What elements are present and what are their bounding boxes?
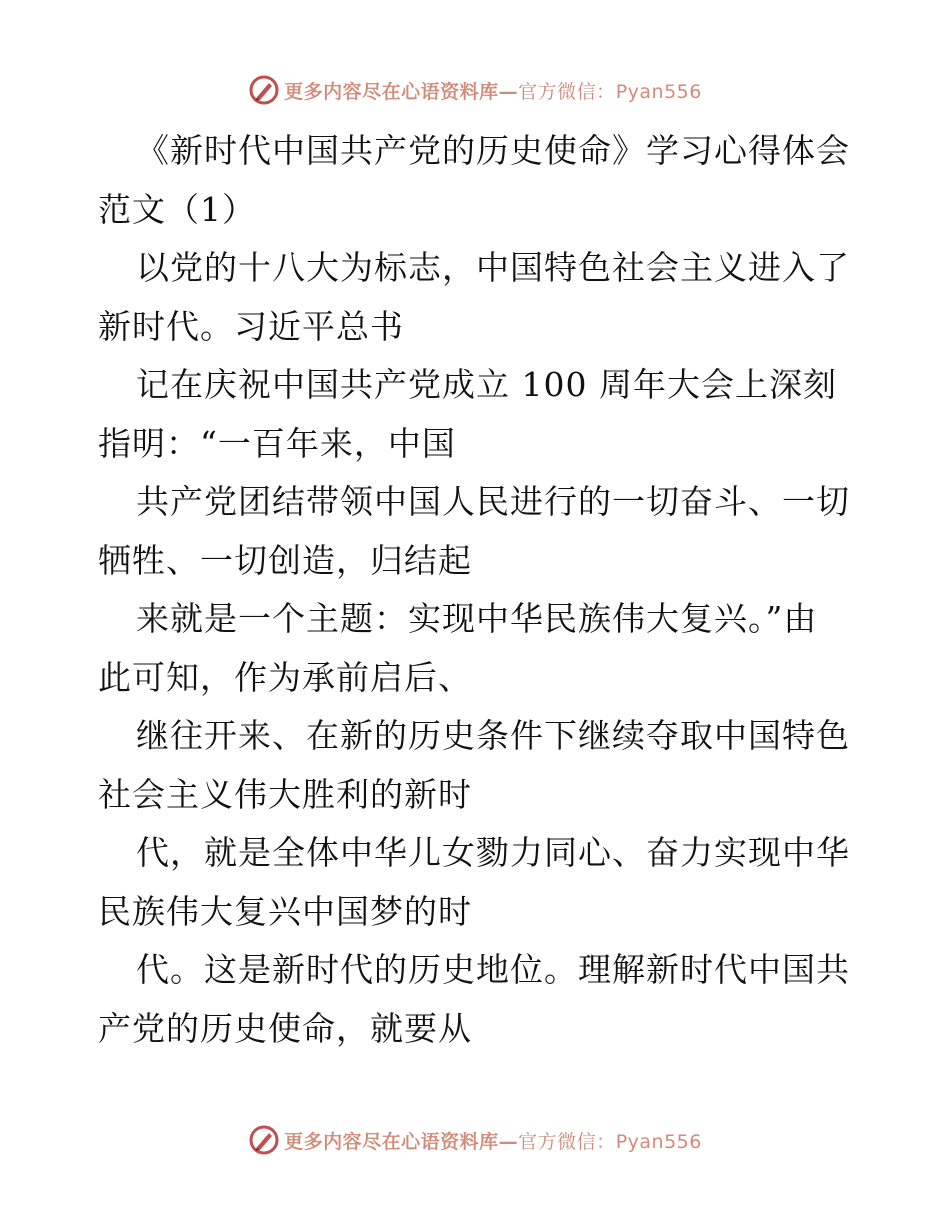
text-line: 范文（1） [98,189,256,229]
text-line: 新时代。习近平总书 [98,306,404,346]
body-paragraph [98,239,858,356]
text-line: 以党的十八大为标志，中国特色社会主义进入了 [136,248,850,287]
text-line: 《新时代中国共产党的历史使命》学习心得体会 [136,131,850,170]
banner-wechat-text: 官方微信： [518,80,616,103]
body-paragraph [98,356,858,473]
text-line: 此可知，作为承前启后、 [98,657,472,697]
banner-label [284,1127,702,1154]
banner-wechat-text: 官方微信： [518,1130,616,1153]
banner-main-text: 更多内容尽在心语资料库— [284,80,519,103]
banner-account-id: Pyan556 [615,80,702,103]
body-paragraph [98,707,858,824]
text-line: 共产党团结带领中国人民进行的一切奋斗、一切 [136,482,850,521]
text-line: 代，就是全体中华儿女勠力同心、奋力实现中华 [136,833,850,872]
pen-logo-icon [248,1124,280,1156]
body-paragraph [98,941,858,1058]
body-paragraph [98,473,858,590]
text-line: 产党的历史使命，就要从 [98,1008,472,1048]
banner-label [284,77,702,104]
body-paragraph [98,590,858,707]
text-line: 民族伟大复兴中国梦的时 [98,891,472,931]
text-line: 社会主义伟大胜利的新时 [98,774,472,814]
text-line: 记在庆祝中国共产党成立 100 周年大会上深刻 [136,365,837,404]
body-paragraph [98,824,858,941]
text-line: 继往开来、在新的历史条件下继续夺取中国特色 [136,716,850,755]
banner-main-text: 更多内容尽在心语资料库— [284,1130,519,1153]
header-banner [0,70,950,110]
banner-account-id: Pyan556 [615,1130,702,1153]
text-line: 代。这是新时代的历史地位。理解新时代中国共 [136,950,850,989]
pen-logo-icon [248,74,280,106]
text-line: 牺牲、一切创造，归结起 [98,540,472,580]
footer-banner [0,1120,950,1160]
text-line: 指明：“一百年来，中国 [98,423,456,463]
document-body [98,122,858,1058]
title-paragraph [98,122,858,239]
text-line: 来就是一个主题：实现中华民族伟大复兴。”由 [136,599,818,638]
